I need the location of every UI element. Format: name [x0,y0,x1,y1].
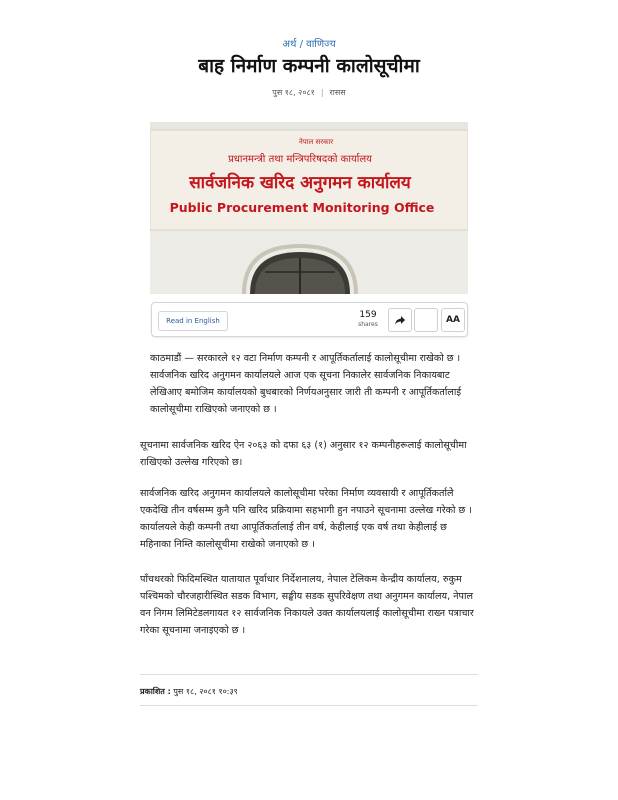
article-meta [0,87,618,98]
category-breadcrumb[interactable]: अर्थ / वाणिज्य [282,39,336,50]
divider-top [140,674,478,675]
article-paragraph-2: सूचनामा सार्वजनिक खरिद ऐन २०६३ को दफा ६३ (१) अनुसार १२ कम्पनीहरूलाई कालोसूचीमा राखिएको उल्लेख गरिएको छ। [140,440,467,468]
article-paragraph-3: सार्वजनिक खरिद अनुगमन कार्यालयले कालोसूचीमा परेका निर्माण व्यवसायी र आपूर्तिकर्तालेे एकदेखि तीन वर्षसम्म कुनै पनि खरिद प्रक्रियामा सहभागी हुन नपाउने सूचनामा उल्लेख गरेको छ । कार्यालयले केही कम्पनी तथा आपूर्तिकर्तालाई तीन वर्ष, केहीलाई एक वर्ष तथा केहीलाई छ महिनाका निम्ति कालोसूचीमा राखेको जनाएको छ । [140,488,472,550]
published-label: प्रकाशित : [140,687,171,696]
published-date: पुस १८, २०८१ १०:३९ [173,687,238,696]
divider-bottom [140,705,478,706]
sign-line-1: नेपाल सरकार [298,138,334,146]
published-line [140,686,238,697]
sign-line-4: Public Procurement Monitoring Office [169,200,435,215]
font-size-icon[interactable]: AA [441,308,465,332]
publish-date: पुस १८, २०८१ [272,88,315,97]
share-count [352,310,384,329]
author-name[interactable]: रासस [329,88,346,97]
share-bar [151,302,468,337]
article-paragraph-1: काठमाडौं — सरकारले १२ वटा निर्माण कम्पनी र आपूर्तिकर्तालाई कालोसूचीमा राखेको छ । सार्वजनिक खरिद अनुगमन कार्यालयले आज एक सूचना निकालेर सार्वजनिक निकायबाट लेखिआए बमोजिम कार्यालयको बुधबारको निर्णयअनुसार जारी ती कम्पनी र आपूर्तिकर्तालाई कालोसूचीमा राखिएको जनाएको छ । [150,353,462,415]
article-photo [150,122,468,294]
article-title: बाह निर्माण कम्पनी कालोसूचीमा [198,55,420,77]
meta-separator: | [320,88,324,97]
article-paragraph-4: पाँचथरको फिदिमस्थित यातायात पूर्वाधार निर्देशनालय, नेपाल टेलिकम केन्द्रीय कार्यालय, रुकुम पश्चिमको चौरजहारीस्थित सडक विभाग, सङ्घीय सडक सुपरिवेक्षण तथा अनुगमन कार्यालय, नेपाल वन निगम लिमिटेडलगायत १२ सार्वजनिक निकायले उक्त कार्यालयलाई कालोसूचीमा राख्न पत्राचार गरेका सूचनामा जनाइएको छ । [140,574,474,636]
sign-line-2: प्रधानमन्त्री तथा मन्त्रिपरिषदको कार्यालय [228,154,372,165]
sign-line-3: सार्वजनिक खरिद अनुगमन कार्यालय [189,173,411,193]
bookmark-button[interactable] [414,308,438,332]
read-in-english-button[interactable]: Read in English [158,311,228,331]
share-count-number: 159 [359,310,377,320]
share-count-label: shares [358,321,378,328]
share-arrow-icon[interactable] [388,308,412,332]
